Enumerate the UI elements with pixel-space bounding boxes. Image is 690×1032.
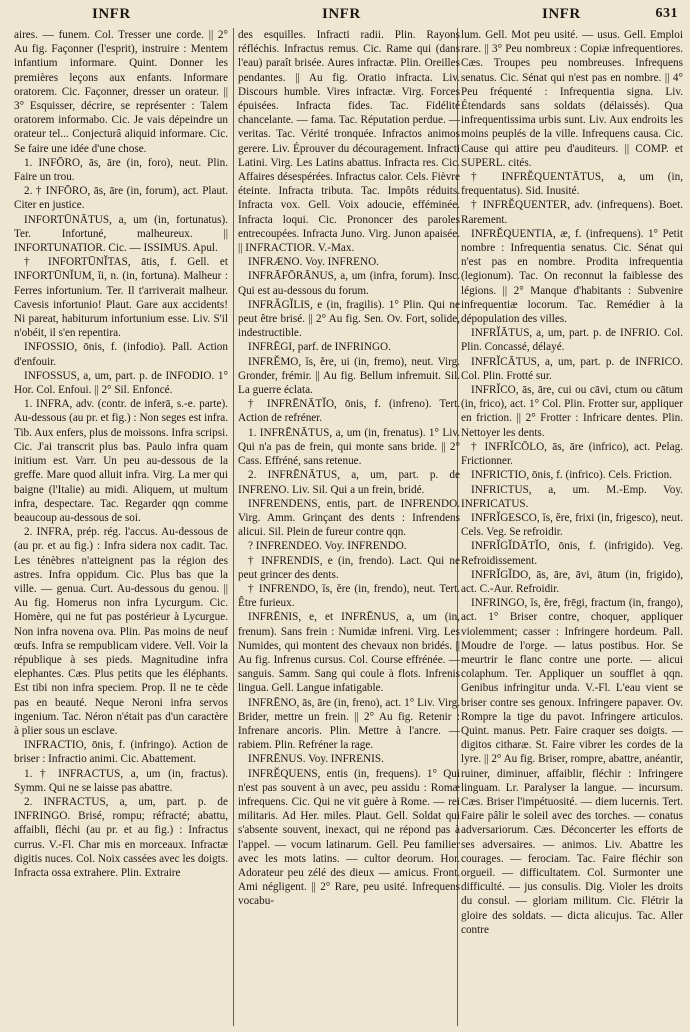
dictionary-entry: INFRĬGĬDĀTĬO, ōnis, f. (infrigido). Veg. Refroidissement. (461, 540, 683, 567)
dictionary-entry: INFRĂGĬLIS, e (in, fragilis). 1° Plin. Qui ne peut être brisé. || 2° Au fig. Sen. Ov. Fort, solide, indestructible. (238, 298, 460, 340)
dictionary-entry: INFRĒNO, ās, āre (in, freno), act. 1° Liv. Virg. Brider, mettre un frein. || 2° Au fig. Retenir : Infrenare ancoris. Plin. Mettre à l'ancre. — rabiem. Plin. Refréner la rage. (238, 696, 460, 752)
dictionary-entry: INFOSSUS, a, um, part. p. de INFODIO. 1° Hor. Col. Enfoui. || 2° Sil. Enfoncé. (14, 369, 228, 397)
running-header (0, 6, 690, 26)
dictionary-entry: † INFRĬCŌLO, ās, āre (infrico), act. Pelag. Frictionner. (461, 440, 683, 468)
dictionary-entry: 2. INFRACTUS, a, um, part. p. de INFRINGO. Brisé, rompu; réfracté; abattu, affaibli, fléchi (au pr. et au fig.) : Infractus currus. V.-Fl. Char mis en morceaux. Infractæ digitis nuces. Col. Noix cassées avec les doigts. Infracta ossa extrahere. Plin. Extraire (14, 795, 228, 879)
dictionary-entry: INFRICTUS, a, um. M.-Emp. Voy. INFRICATUS. (461, 483, 683, 510)
dictionary-entry: INFRĔQUENTIA, æ, f. (infrequens). 1° Petit nombre : Infrequentia senatus. Cic. Sénat qui n'est pas en nombre. Prodita infrequentia (legionum). Tac. On reconnut la faiblesse des légions. || 2° Manque d'habitants : Subvenire infrequentiæ locorum. Tac. Remédier à la dépopulation des villes. (461, 227, 683, 326)
dictionary-entry: 2. † INFŌRO, ās, āre (in, forum), act. Plaut. Citer en justice. (14, 185, 228, 212)
dictionary-entry: INFRĀFŌRĀNUS, a, um (infra, forum). Insc. Qui est au-dessous du forum. (238, 270, 460, 297)
column-divider (233, 28, 234, 1026)
dictionary-entry: 1. INFRA, adv. (contr. de inferā, s.-e. parte). Au-dessous (au pr. et fig.) : Non seges est infra. Tib. Aux enfers, plus de moissons. Infra scripsi. Cic. J'ai transcrit plus bas. Paulo infra quam initium est. Varr. Un peu au-dessous de la greffe. Mare quod alluit infra. Virg. La mer qui baigne (l'Italie) au midi. Aliquem, ut multum infra, despectare. Tac. Regarder qqn comme beaucoup au-dessous de soi. (14, 398, 228, 524)
dictionary-entry: INFOSSIO, ōnis, f. (infodio). Pall. Action d'enfouir. (14, 341, 228, 368)
dictionary-entry: † INFRENDIS, e (in, frendo). Lact. Qui ne peut grincer des dents. (238, 554, 460, 581)
dictionary-entry: aires. — funem. Col. Tresser une corde. || 2° Au fig. Façonner (l'esprit), instruire : Mentem infantium informare. Quint. Donner les premières leçons aux enfants. Informare oratorem. Cic. Façonner, dresser un orateur. || 3° Esquisser, décrire, se représenter : Talem oratorem informabo. Cic. Je vais dépeindre un orateur tel... Conjecturâ aliquid informare. Cic. Se faire une idée d'une chose. (14, 29, 228, 155)
dictionary-entry: INFRENDENS, entis, part. de INFRENDO. Virg. Amm. Grinçant des dents : Infrendens alicui. Sil. Plein de fureur contre qqn. (238, 497, 460, 539)
column-middle (238, 28, 460, 1028)
dictionary-entry: 1. INFŌRO, ās, āre (in, foro), neut. Plin. Faire un trou. (14, 156, 228, 184)
dictionary-entry: INFRĬGESCO, ĭs, ĕre, frixi (in, frigesco), neut. Cels. Veg. Se refroidir. (461, 511, 683, 539)
dictionary-entry: † INFRENDO, ĭs, ĕre (in, frendo), neut. Tert. Être furieux. (238, 582, 460, 610)
dictionary-entry: † INFRĔQUENTER, adv. (infrequens). Boet. Rarement. (461, 199, 683, 226)
dictionary-entry: INFRINGO, ĭs, ĕre, frēgi, fractum (in, frango), act. 1° Briser contre, choquer, appliquer violemment; casser : Infringere hordeum. Pall. Moudre de l'orge. — latus postibus. Hor. Se meurtrir le flanc contre une porte. — alicui colaphum. Ter. Appliquer un soufflet à qqn. Genibus infringitur unda. V.-Fl. L'eau vient se briser contre ses genoux. Infringere papaver. Ov. Rompre la tige du pavot. Infringere articulos. Quint. manus. Petr. Faire craquer ses doigts. — digitos citharæ. St. Faire vibrer les cordes de la lyre. || 2° Au fig. Briser, rompre, abattre, anéantir, ruiner, diminuer, affaiblir, fléchir : Infringere linguam. Lr. Paralyser la langue. — incursum. Cæs. Briser l'impétuosité. — diem lucernis. Tert. Faire pâlir le soleil avec des torches. — conatus adversariorum. Cæs. Déconcerter les efforts de ses adversaires. — animos. Liv. Abattre les courages. — ferociam. Tac. Faire fléchir son orgueil. — difficultatem. Col. Surmonter une difficulté. — jus consulis. Dig. Violer les droits du consul. — gloriam militum. Cic. Flétrir la gloire des soldats. — dicta alicujus. Tac. Aller contre (461, 597, 683, 936)
dictionary-entry: INFRÆNO. Voy. INFRENO. (248, 256, 379, 269)
column-right (461, 28, 683, 1028)
dictionary-entry: † INFRĔQUENTĀTUS, a, um (in, frequentatus). Sid. Inusité. (461, 171, 683, 198)
dictionary-entry: INFRĒNIS, e, et INFRĒNUS, a, um (in, frenum). Sans frein : Numidæ infreni. Virg. Les Numides, qui montent des chevaux non bridés. || Au fig. Infrenus cursus. Col. Course effrénée. — sanguis. Samm. Sang qui coule à flots. Infrenis lingua. Gell. Langue infatigable. (238, 611, 460, 695)
dictionary-entry: INFRĔQUENS, entis (in, frequens). 1° Qui n'est pas souvent à un avec, peu assidu : Romæ infrequens. Cic. Qui ne vit guère à Rome. — rei militaris. Ad Her. miles. Plaut. Gell. Soldat qui s'absente souvent, inexact, qui ne répond pas à l'appel. — vocum latinarum. Gell. Peu familier avec les mots latins. — cultor deorum. Hor. Adorateur peu zélé des dieux — amicus. Front. Ami négligent. || 2° Rare, peu usité. Infrequens vocabu- (238, 767, 460, 908)
dictionary-entry: 1. † INFRACTUS, a, um (in, fractus). Symm. Qui ne se laisse pas abattre. (14, 767, 228, 794)
column-left (14, 28, 228, 1028)
dictionary-entry: † INFORTŪNĬTAS, ātis, f. Gell. et INFORTŪNĬUM, ĭi, n. (in, fortuna). Malheur : Ferres infortunium. Ter. Il t'arriverait malheur. Cavesis infortunio! Plaut. Gare aux accidents! Ni pareat, habiturum infortunium esse. Liv. S'il n'obéit, il s'en repentira. (14, 256, 228, 340)
dictionary-entry: INFRICTIO, ōnis, f. (infrico). Cels. Friction. (471, 469, 673, 482)
dictionary-entry: INFRĬCO, ās, āre, cui ou cāvi, ctum ou cātum (in, frico), act. 1° Col. Plin. Frotter sur, appliquer en friction. || 2° Frotter : Infricare dentes. Plin. Nettoyer les dents. (461, 384, 683, 439)
dictionary-entry: INFRĬCĀTUS, a, um, part. p. de INFRICO. Col. Plin. Frotté sur. (461, 355, 683, 382)
running-head-center: INFR (322, 6, 361, 22)
dictionary-entry: INFRĬGĬDO, ās, āre, āvi, ātum (in, frigido), act. C.-Aur. Refroidir. (461, 568, 683, 595)
dictionary-entry: INFRĬĀTUS, a, um, part. p. de INFRIO. Col. Plin. Concassé, délayé. (461, 327, 683, 354)
dictionary-entry: INFRĔMO, ĭs, ĕre, ui (in, fremo), neut. Virg. Gronder, frémir. || Au fig. Bellum infremuit. Sil. La guerre éclata. (238, 355, 460, 397)
dictionary-entry: lum. Gell. Mot peu usité. — usus. Gell. Emploi rare. || 3° Peu nombreux : Copiæ infrequentiores. Cæs. Troupes peu nombreuses. Infrequens senatus. Cic. Sénat qui n'est pas en nombre. || 4° Peu fréquenté : Infrequentia signa. Liv. Étendards sans soldats (délaissés). Qua infrequentissima urbis sunt. Liv. Aux endroits les moins peuplés de la ville. Infrequens causa. Cic. Cause qui attire peu d'auditeurs. || COMP. et SUPERL. cités. (461, 29, 683, 169)
running-head-left: INFR (92, 6, 131, 22)
dictionary-entry: INFRACTIO, ōnis, f. (infringo). Action de briser : Infractio animi. Cic. Abattement. (14, 739, 228, 766)
dictionary-entry: des esquilles. Infracti radii. Plin. Rayons réfléchis. Infractus remus. Cic. Rame qui (dans l'eau) paraît brisée. Aures infractæ. Plin. Oreilles pendantes. || Au fig. Oratio infracta. Liv. Discours humble. Vires infractæ. Virg. Forces épuisées. Infracta fides. Tac. Fidélité chancelante. — fama. Tac. Réputation perdue. — veritas. Tac. Vérité tronquée. Infractos animos gerere. Liv. Éprouver du découragement. Infracti Latini. Virg. Les Latins abattus. Infracta res. Cic. Affaires désespérées. Infractus calor. Cels. Fièvre éteinte. Infracta tributa. Tac. Impôts réduits. Infracta vox. Gell. Voix adoucie, efféminée. Infracta loqui. Cic. Prononcer des paroles entrecoupées. Infracta Juno. Virg. Junon apaisée. || INFRACTIOR. V.-Max. (238, 29, 460, 255)
dictionary-entry: 1. INFRĒNĀTUS, a, um (in, frenatus). 1° Liv. Qui n'a pas de frein, qui monte sans bride. || 2° Cass. Effréné, sans retenue. (238, 426, 460, 468)
page-number: 631 (655, 6, 678, 21)
dictionary-entry: ? INFRENDEO. Voy. INFRENDO. (248, 540, 407, 553)
running-head-right: INFR (542, 6, 581, 22)
dictionary-entry: † INFRĒNĀTĬO, ōnis, f. (infreno). Tert. Action de refréner. (238, 398, 460, 425)
dictionary-entry: INFORTŪNĀTUS, a, um (in, fortunatus). Ter. Infortuné, malheureux. || INFORTUNATIOR. Cic. — ISSIMUS. Apul. (14, 213, 228, 255)
dictionary-entry: 2. INFRA, prép. rég. l'accus. Au-dessous de (au pr. et au fig.) : Infra sidera nox cadit. Tac. Les ténèbres n'atteignent pas la région des astres. Infra oppidum. Cic. Plus bas que la ville. — genua. Curt. Au-dessous du genou. || Au fig. Homerus non infra Lycurgum. Cic. Homère, qui ne fut pas postérieur à Lycurgue. Non infra novena ova. Plin. Pas moins de neuf œufs. Infra se rempublicam videre. Vell. Voir la république à ses pieds. Magnitudine infra elephantes. Cæs. Plus petits que les éléphants. Est tibi non infra speciem. Prop. Il ne te cède pas en beauté. Neque Neroni infra servos ingenium. Tac. Néron n'était pas d'un caractère à plier sous un esclave. (14, 526, 228, 737)
dictionary-entry: 2. INFRĒNĀTUS, a, um, part. p. de INFRENO. Liv. Sil. Qui a un frein, bridé. (238, 469, 460, 496)
dictionary-entry: INFRĒGI, parf. de INFRINGO. (248, 341, 391, 354)
dictionary-entry: INFRĒNUS. Voy. INFRENIS. (248, 753, 384, 766)
